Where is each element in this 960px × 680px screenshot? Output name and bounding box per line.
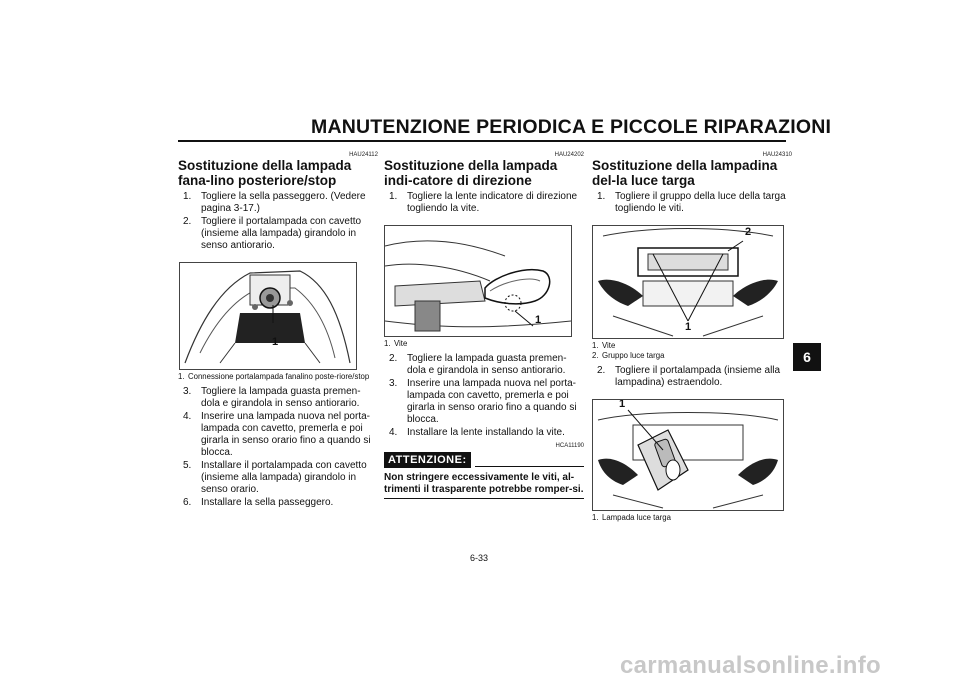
column-license-light <box>592 148 792 525</box>
figure-callout: 2 <box>745 226 752 238</box>
section-code: HAU24310 <box>762 152 792 158</box>
step-item: 5. Installare il portalampada con cavetto (insieme alla lampada) girandolo in senso orario. <box>183 460 367 495</box>
figure-caption: 1. Lampada luce targa <box>592 513 671 522</box>
column-turn-signal <box>384 148 584 499</box>
step-item: 4. Installare la lente installando la vite. <box>389 427 565 438</box>
figure-caption: 2. Gruppo luce targa <box>592 351 665 360</box>
caution-text: Non stringere eccessivamente le viti, al-trimenti il trasparente potrebbe romper-si. <box>384 472 584 495</box>
section-code: HAU24112 <box>349 152 378 158</box>
column-taillight <box>178 148 378 510</box>
caution-code: HCA11190 <box>555 443 584 449</box>
caution-header <box>384 452 584 468</box>
page-number: 6-33 <box>470 553 489 563</box>
caution-rule <box>384 498 584 499</box>
step-item: 3. Inserire una lampada nuova nel porta-lampada con cavetto, premerla e poi girarla in senso orario fino a quando si blocca. <box>389 378 577 425</box>
chapter-tab: 6 <box>793 343 821 371</box>
steps-list <box>178 191 378 252</box>
steps-list <box>592 365 792 389</box>
figure-callout: 1 <box>619 399 626 410</box>
step-item: 2. Togliere la lampada guasta premen-dola e girandola in senso antiorario. <box>389 353 567 376</box>
step-item: 1. Togliere la sella passeggero. (Vedere pagina 3-17.) <box>183 191 366 214</box>
step-item: 1. Togliere la lente indicatore di direzione togliendo la vite. <box>389 191 578 214</box>
step-item: 2. Togliere il portalampada (insieme alla lampadina) estraendolo. <box>597 365 781 388</box>
section-title: Sostituzione della lampada fana-lino posteriore/stop <box>178 158 352 188</box>
figure-caption: 1. Vite <box>592 341 616 350</box>
step-item: 3. Togliere la lampada guasta premen-dola e girandola in senso antiorario. <box>183 386 361 409</box>
step-item: 6. Installare la sella passeggero. <box>183 497 334 508</box>
figure-callout: 1 <box>685 321 692 333</box>
steps-list <box>178 386 378 509</box>
figure-license-light-assembly <box>592 225 784 339</box>
page-header-title: MANUTENZIONE PERIODICA E PICCOLE RIPARAZIONI <box>311 116 832 138</box>
figure-turn-signal <box>384 225 572 337</box>
step-item: 1. Togliere il gruppo della luce della targa togliendo le viti. <box>597 191 786 214</box>
section-title: Sostituzione della lampadina del-la luce targa <box>592 158 778 188</box>
step-item: 4. Inserire una lampada nuova nel porta-lampada con cavetto, premerla e poi girarla in senso orario fino a quando si blocca. <box>183 411 371 458</box>
header-rule <box>178 140 786 142</box>
figure-callout: 1 <box>272 336 279 348</box>
figure-taillight-socket <box>179 262 357 370</box>
section-title: Sostituzione della lampada indi-catore di direzione <box>384 158 558 188</box>
section-code: HAU24202 <box>554 152 584 158</box>
figure-caption: 1. Vite <box>384 339 408 348</box>
caution-line <box>475 466 584 467</box>
figure-caption: 1. Connessione portalampada fanalino poste-riore/stop <box>178 372 370 381</box>
figure-callout: 1 <box>535 314 542 326</box>
watermark: carmanualsonline.info <box>620 652 882 679</box>
steps-list <box>592 191 792 215</box>
step-item: 2. Togliere il portalampada con cavetto (insieme alla lampada) girandolo in senso antiorario. <box>183 216 362 251</box>
figure-license-bulb <box>592 399 784 511</box>
steps-list <box>384 191 584 215</box>
caution-label: ATTENZIONE: <box>384 452 471 468</box>
steps-list <box>384 353 584 439</box>
